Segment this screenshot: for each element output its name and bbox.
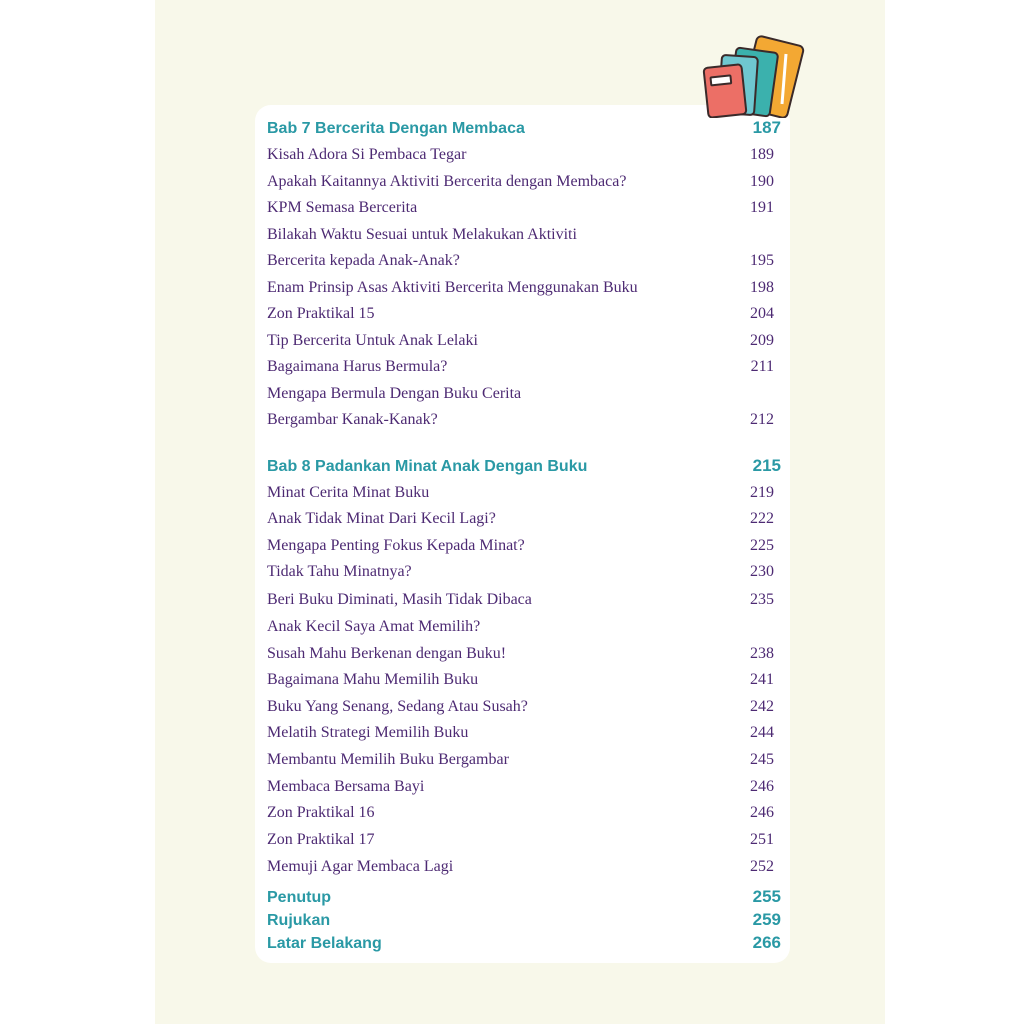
page-number: 246	[750, 804, 774, 821]
toc-heading-rujukan[interactable]	[267, 910, 781, 931]
toc-entry[interactable]	[267, 590, 781, 610]
entry-title: Anak Tidak Minat Dari Kecil Lagi?	[267, 510, 496, 527]
toc-entry[interactable]	[267, 198, 781, 218]
page-number: 211	[750, 358, 774, 375]
toc-entry[interactable]	[267, 304, 781, 324]
section-title: Penutup	[267, 889, 331, 906]
toc-entry[interactable]	[267, 562, 781, 582]
page-number: 230	[750, 563, 774, 580]
toc-entry[interactable]	[267, 278, 781, 298]
page-number: 252	[750, 858, 774, 875]
section-title: Rujukan	[267, 912, 331, 929]
page-number: 191	[750, 199, 774, 216]
page-number: 209	[750, 332, 774, 349]
toc-entry[interactable]	[267, 617, 781, 637]
toc-entry[interactable]	[267, 536, 781, 556]
toc-heading-latar-belakang[interactable]	[267, 933, 781, 954]
entry-title: Anak Kecil Saya Amat Memilih?	[267, 618, 481, 635]
entry-title: Membaca Bersama Bayi	[267, 778, 425, 795]
page-number: 212	[750, 411, 774, 428]
page-number: 219	[750, 484, 774, 501]
toc-entry[interactable]	[267, 697, 781, 717]
toc-entry[interactable]	[267, 357, 781, 377]
entry-title: Buku Yang Senang, Sedang Atau Susah?	[267, 698, 528, 715]
page-number: 266	[752, 933, 781, 952]
entry-title: Apakah Kaitannya Aktiviti Bercerita dengan Membaca?	[267, 173, 627, 190]
page-number: 244	[750, 724, 774, 741]
page-number: 242	[750, 698, 774, 715]
toc-entry[interactable]	[267, 331, 781, 351]
toc-entry[interactable]	[267, 251, 781, 271]
entry-title: Zon Praktikal 16	[267, 804, 375, 821]
entry-title: Bilakah Waktu Sesuai untuk Melakukan Aktiviti	[267, 226, 577, 243]
entry-title: Melatih Strategi Memilih Buku	[267, 724, 469, 741]
toc-entry[interactable]	[267, 777, 781, 797]
toc-heading-bab7[interactable]	[267, 118, 781, 139]
page-number: 255	[752, 887, 781, 906]
section-title: Latar Belakang	[267, 935, 382, 952]
page-number: 245	[750, 751, 774, 768]
toc-entry[interactable]	[267, 483, 781, 503]
page-number: 238	[750, 645, 774, 662]
entry-title: Kisah Adora Si Pembaca Tegar	[267, 146, 467, 163]
page-number: 222	[750, 510, 774, 527]
page-number: 259	[752, 910, 781, 929]
entry-title: Mengapa Bermula Dengan Buku Cerita	[267, 385, 522, 402]
entry-title: Zon Praktikal 17	[267, 831, 375, 848]
entry-title: Minat Cerita Minat Buku	[267, 484, 430, 501]
entry-title: Tidak Tahu Minatnya?	[267, 563, 412, 580]
entry-title: Bagaimana Mahu Memilih Buku	[267, 671, 479, 688]
entry-title: KPM Semasa Bercerita	[267, 199, 418, 216]
toc-entry[interactable]	[267, 857, 781, 877]
page-number: 189	[750, 146, 774, 163]
toc-heading-bab8[interactable]	[267, 456, 781, 477]
toc-entry[interactable]	[267, 803, 781, 823]
entry-title: Mengapa Penting Fokus Kepada Minat?	[267, 537, 525, 554]
toc-entry[interactable]	[267, 723, 781, 743]
page-number: 246	[750, 778, 774, 795]
page-number: 225	[750, 537, 774, 554]
toc-entry[interactable]	[267, 509, 781, 529]
stack-of-books-icon	[700, 34, 806, 118]
entry-title: Bagaimana Harus Bermula?	[267, 358, 448, 375]
entry-title: Zon Praktikal 15	[267, 305, 375, 322]
toc-entry[interactable]	[267, 172, 781, 192]
entry-title: Tip Bercerita Untuk Anak Lelaki	[267, 332, 478, 349]
toc-entry[interactable]	[267, 410, 781, 430]
entry-title: Memuji Agar Membaca Lagi	[267, 858, 454, 875]
chapter-title: Bab 7 Bercerita Dengan Membaca	[267, 120, 525, 137]
toc-entry[interactable]	[267, 225, 781, 245]
page-number: 251	[750, 831, 774, 848]
page-number: 204	[750, 305, 774, 322]
entry-title: Bergambar Kanak-Kanak?	[267, 411, 438, 428]
page-number: 241	[750, 671, 774, 688]
entry-title: Enam Prinsip Asas Aktiviti Bercerita Menggunakan Buku	[267, 279, 638, 296]
toc-heading-penutup[interactable]	[267, 887, 781, 908]
page-number: 187	[752, 118, 781, 137]
toc-entry[interactable]	[267, 670, 781, 690]
page-number: 190	[750, 173, 774, 190]
page-number: 235	[750, 591, 774, 608]
toc-entry[interactable]	[267, 384, 781, 404]
page-number: 198	[750, 279, 774, 296]
chapter-title: Bab 8 Padankan Minat Anak Dengan Buku	[267, 458, 588, 475]
toc-entry[interactable]	[267, 644, 781, 664]
page-number: 195	[750, 252, 774, 269]
entry-title: Bercerita kepada Anak-Anak?	[267, 252, 460, 269]
toc-entry[interactable]	[267, 750, 781, 770]
toc-entry[interactable]	[267, 145, 781, 165]
page-number: 215	[752, 456, 781, 475]
entry-title: Beri Buku Diminati, Masih Tidak Dibaca	[267, 591, 532, 608]
toc-entry[interactable]	[267, 830, 781, 850]
entry-title: Susah Mahu Berkenan dengan Buku!	[267, 645, 507, 662]
entry-title: Membantu Memilih Buku Bergambar	[267, 751, 509, 768]
